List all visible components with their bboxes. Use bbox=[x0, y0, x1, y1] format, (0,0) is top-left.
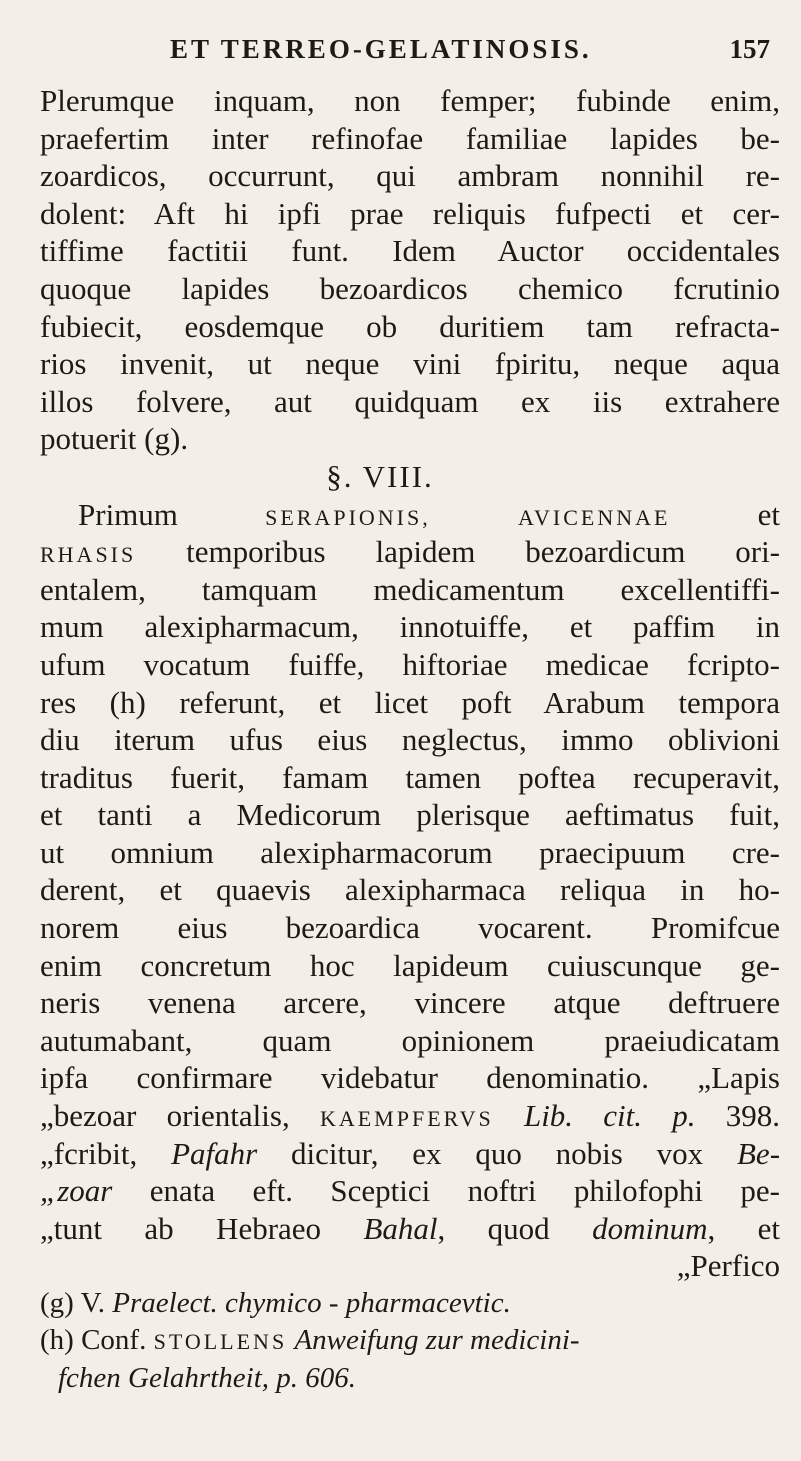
text-line: diu iterum ufus eius neglectus, immo oblivioni bbox=[40, 722, 780, 758]
text-run: enata eft. Sceptici noftri philofophi pe- bbox=[149, 1173, 781, 1209]
text-line: enim concretum hoc lapideum cuiuscunque ge- bbox=[40, 947, 780, 983]
author-name: AVICENNAE bbox=[517, 504, 671, 530]
footnote-mark: (h) bbox=[40, 1324, 74, 1356]
text-line: fubiecit, eosdemque ob duritiem tam refracta- bbox=[40, 308, 780, 344]
text-line: ipfa confirmare videbatur denominatio. „Lapis bbox=[40, 1060, 780, 1096]
footnote-mark: (g) bbox=[40, 1287, 74, 1319]
author-name: SERAPIONIS, bbox=[265, 504, 431, 530]
text-line: ut omnium alexipharmacorum praecipuum cre- bbox=[40, 834, 780, 870]
main-text bbox=[40, 82, 780, 1285]
text-run: Primum bbox=[78, 496, 178, 532]
author-name: STOLLENS bbox=[153, 1329, 288, 1354]
paragraph-1 bbox=[40, 82, 780, 458]
text-line bbox=[40, 1097, 780, 1135]
text-line: praefertim inter refinofae familiae lapides be- bbox=[40, 120, 780, 156]
text-line bbox=[40, 1210, 780, 1248]
foreign-word: „zoar bbox=[40, 1173, 113, 1209]
text-line: neris venena arcere, vincere atque deftruere bbox=[40, 985, 780, 1021]
running-head: ET TERREO-GELATINOSIS. bbox=[170, 34, 592, 64]
text-line: autumabant, quam opinionem praeiudicatam bbox=[40, 1022, 780, 1058]
text-line: tiffime factitii funt. Idem Auctor occidentales bbox=[40, 233, 780, 269]
text-line: dolent: Aft hi ipfi prae reliquis fufpecti et cer- bbox=[40, 195, 780, 231]
footnote-text: V. bbox=[80, 1287, 106, 1319]
footnote-page: , p. 606. bbox=[261, 1362, 357, 1394]
text-line: norem eius bezoardica vocarent. Promifcue bbox=[40, 910, 780, 946]
text-line: traditus fuerit, famam tamen poftea recuperavit, bbox=[40, 759, 780, 795]
text-line bbox=[40, 496, 780, 534]
foreign-word: Bahal bbox=[363, 1210, 438, 1246]
text-line: Plerumque inquam, non femper; fubinde enim, bbox=[40, 83, 780, 118]
text-line bbox=[40, 1135, 780, 1173]
text-run: 398. bbox=[725, 1098, 781, 1134]
footnote-h bbox=[40, 1322, 780, 1360]
text-line: entalem, tamquam medicamentum excellentiffi- bbox=[40, 571, 780, 607]
text-run: „tunt ab Hebraeo bbox=[40, 1210, 322, 1246]
page-header bbox=[170, 30, 770, 74]
page-number: 157 bbox=[729, 34, 770, 64]
text-line: potuerit (g). bbox=[40, 421, 189, 457]
foreign-word: Be- bbox=[737, 1135, 781, 1171]
text-line: res (h) referunt, et licet poft Arabum tempora bbox=[40, 684, 780, 720]
section-heading: §. VIII. bbox=[326, 458, 434, 494]
citation: Lib. cit. p. bbox=[523, 1098, 696, 1134]
foreign-word: Pafahr bbox=[171, 1135, 258, 1171]
text-line bbox=[40, 1172, 780, 1210]
text-line: illos folvere, aut quidquam ex iis extrahere bbox=[40, 383, 780, 419]
text-run: et bbox=[757, 496, 781, 532]
footnote-title: fchen Gelahrtheit bbox=[58, 1362, 262, 1394]
footnote-title: Praelect. chymico - pharmacevtic. bbox=[112, 1287, 511, 1319]
text-line: quoque lapides bezoardicos chemico fcrutinio bbox=[40, 270, 780, 306]
footnote-text: Conf. bbox=[81, 1324, 147, 1356]
text-line: ufum vocatum fuiffe, hiftoriae medicae fcripto- bbox=[40, 646, 780, 682]
author-name: KAEMPFERVS bbox=[319, 1106, 494, 1132]
text-run: , et bbox=[707, 1210, 780, 1246]
text-run: , quod bbox=[437, 1210, 550, 1246]
catchword-line: „Perfico bbox=[676, 1248, 780, 1284]
text-line: rios invenit, ut neque vini fpiritu, neque aqua bbox=[40, 346, 780, 382]
text-line bbox=[40, 533, 780, 571]
text-run: dicitur, ex quo nobis vox bbox=[291, 1135, 704, 1171]
text-line: zoardicos, occurrunt, qui ambram nonnihil re- bbox=[40, 158, 780, 194]
foreign-word: dominum bbox=[592, 1210, 708, 1246]
text-run: temporibus lapidem bezoardicum ori- bbox=[186, 534, 780, 570]
paragraph-2 bbox=[40, 496, 780, 1285]
text-line: et tanti a Medicorum plerisque aeftimatus fuit, bbox=[40, 797, 780, 833]
text-line: derent, et quaevis alexipharmaca reliqua in ho- bbox=[40, 872, 780, 908]
footnotes bbox=[40, 1285, 780, 1397]
text-line: mum alexipharmacum, innotuiffe, et paffim in bbox=[40, 609, 780, 645]
text-run: „bezoar orientalis, bbox=[40, 1098, 290, 1134]
footnote-g bbox=[40, 1285, 780, 1322]
author-name: RHASIS bbox=[40, 542, 137, 568]
footnote-h-cont bbox=[40, 1360, 780, 1397]
text-run: „fcribit, bbox=[40, 1135, 138, 1171]
footnote-title: Anweifung zur medicini- bbox=[294, 1324, 580, 1356]
